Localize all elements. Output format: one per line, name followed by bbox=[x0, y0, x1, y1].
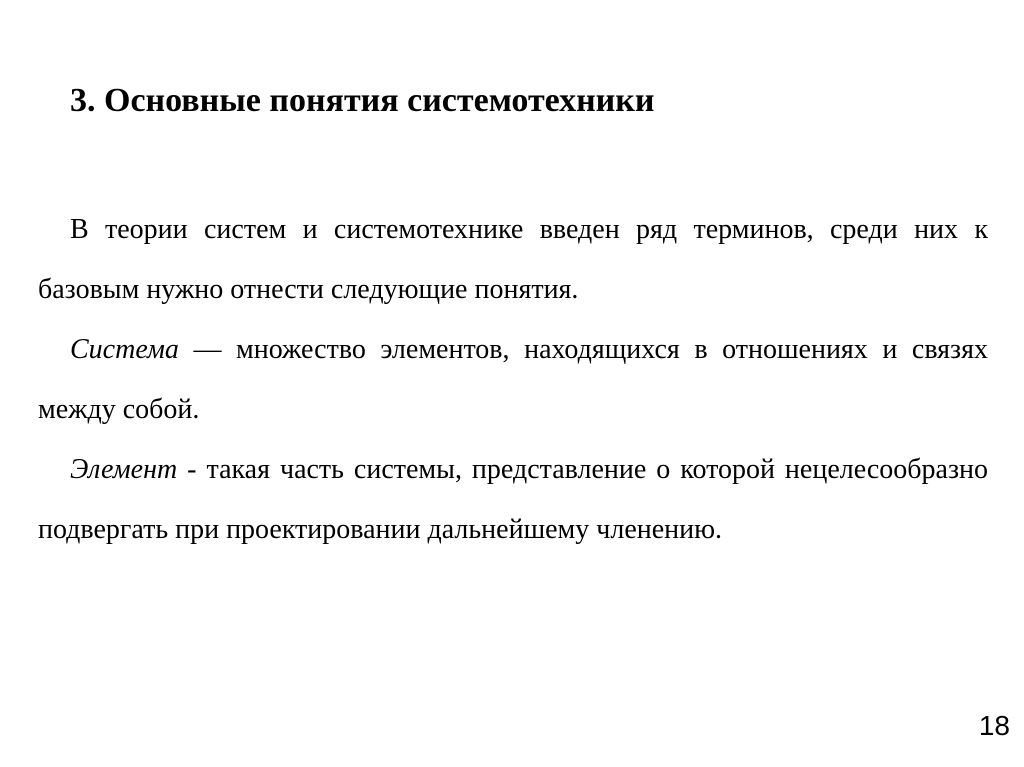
definition-element-text: такая часть системы, представление о которой нецелесообразно подвергать при проектировании дальнейшему членению. bbox=[38, 454, 989, 545]
slide-body bbox=[38, 200, 988, 560]
intro-paragraph: В теории систем и системотехнике введен ряд терминов, среди них к базовым нужно отнести следующие понятия. bbox=[38, 214, 988, 305]
slide-title: 3. Основные понятия системотехники bbox=[70, 82, 655, 119]
definition-system bbox=[38, 320, 988, 440]
term-system: Система bbox=[70, 334, 179, 365]
definition-system-text: множество элементов, находящихся в отношениях и связях между собой. bbox=[38, 334, 988, 425]
page-number: 18 bbox=[978, 710, 1010, 741]
definition-separator: - bbox=[177, 454, 207, 485]
definition-element bbox=[38, 440, 988, 560]
definition-separator: — bbox=[178, 334, 237, 365]
term-element: Элемент bbox=[70, 454, 178, 485]
